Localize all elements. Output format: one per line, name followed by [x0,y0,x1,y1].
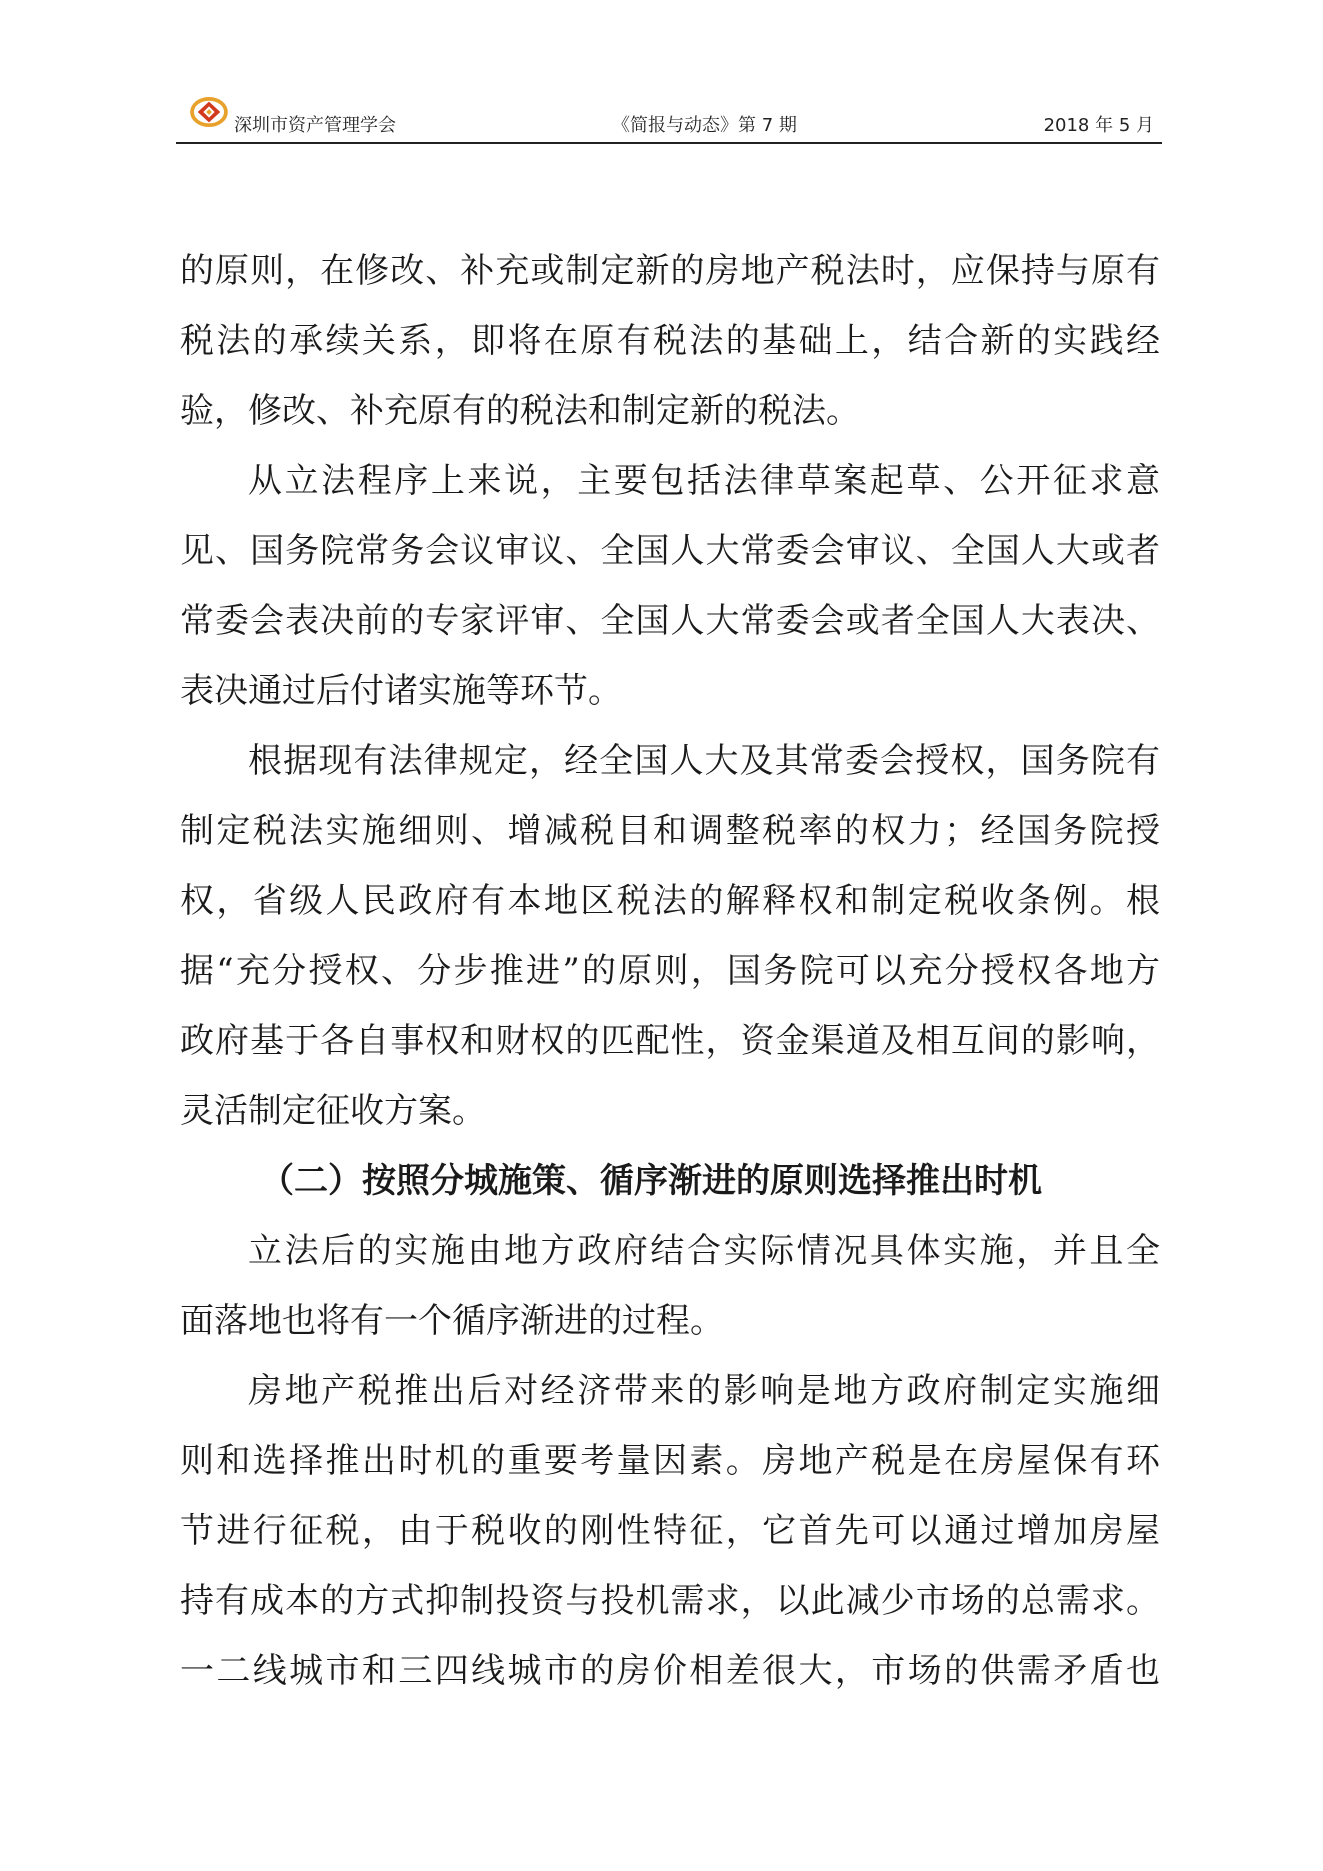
body-line: 立法后的实施由地方政府结合实际情况具体实施，并且全 [248,1231,1160,1271]
body-line: 从立法程序上来说，主要包括法律草案起草、公开征求意 [248,461,1160,501]
society-logo-icon [190,96,228,128]
body-line: 验，修改、补充原有的税法和制定新的税法。 [180,391,860,431]
body-line: 持有成本的方式抑制投资与投机需求，以此减少市场的总需求。 [180,1581,1160,1621]
body-line: 节进行征税，由于税收的刚性特征，它首先可以通过增加房屋 [180,1511,1160,1551]
organization-name: 深圳市资产管理学会 [234,115,396,136]
body-line: 一二线城市和三四线城市的房价相差很大，市场的供需矛盾也 [180,1651,1160,1691]
issue-date: 2018 年 5 月 [1043,115,1154,136]
issue-title: 《简报与动态》第 7 期 [612,115,797,136]
body-line: 房地产税推出后对经济带来的影响是地方政府制定实施细 [248,1371,1160,1411]
body-line: 常委会表决前的专家评审、全国人大常委会或者全国人大表决、 [180,601,1160,641]
body-line: 据“充分授权、分步推进”的原则，国务院可以充分授权各地方 [180,951,1160,991]
body-line: 权，省级人民政府有本地区税法的解释权和制定税收条例。根 [180,881,1160,921]
body-line: 见、国务院常务会议审议、全国人大常委会审议、全国人大或者 [180,531,1160,571]
body-line: 政府基于各自事权和财权的匹配性，资金渠道及相互间的影响， [180,1021,1160,1061]
body-line: 面落地也将有一个循序渐进的过程。 [180,1301,724,1341]
page-header [176,96,1162,144]
body-line: 表决通过后付诸实施等环节。 [180,671,622,711]
body-line: 税法的承续关系，即将在原有税法的基础上，结合新的实践经 [180,321,1160,361]
body-line: 则和选择推出时机的重要考量因素。房地产税是在房屋保有环 [180,1441,1160,1481]
body-line: 的原则，在修改、补充或制定新的房地产税法时，应保持与原有 [180,251,1160,291]
document-body [180,236,1160,1706]
body-line: 制定税法实施细则、增减税目和调整税率的权力；经国务院授 [180,811,1160,851]
body-line: 根据现有法律规定，经全国人大及其常委会授权，国务院有 [248,741,1160,781]
section-heading: （二）按照分城施策、循序渐进的原则选择推出时机 [260,1161,1042,1201]
body-line: 灵活制定征收方案。 [180,1091,486,1131]
